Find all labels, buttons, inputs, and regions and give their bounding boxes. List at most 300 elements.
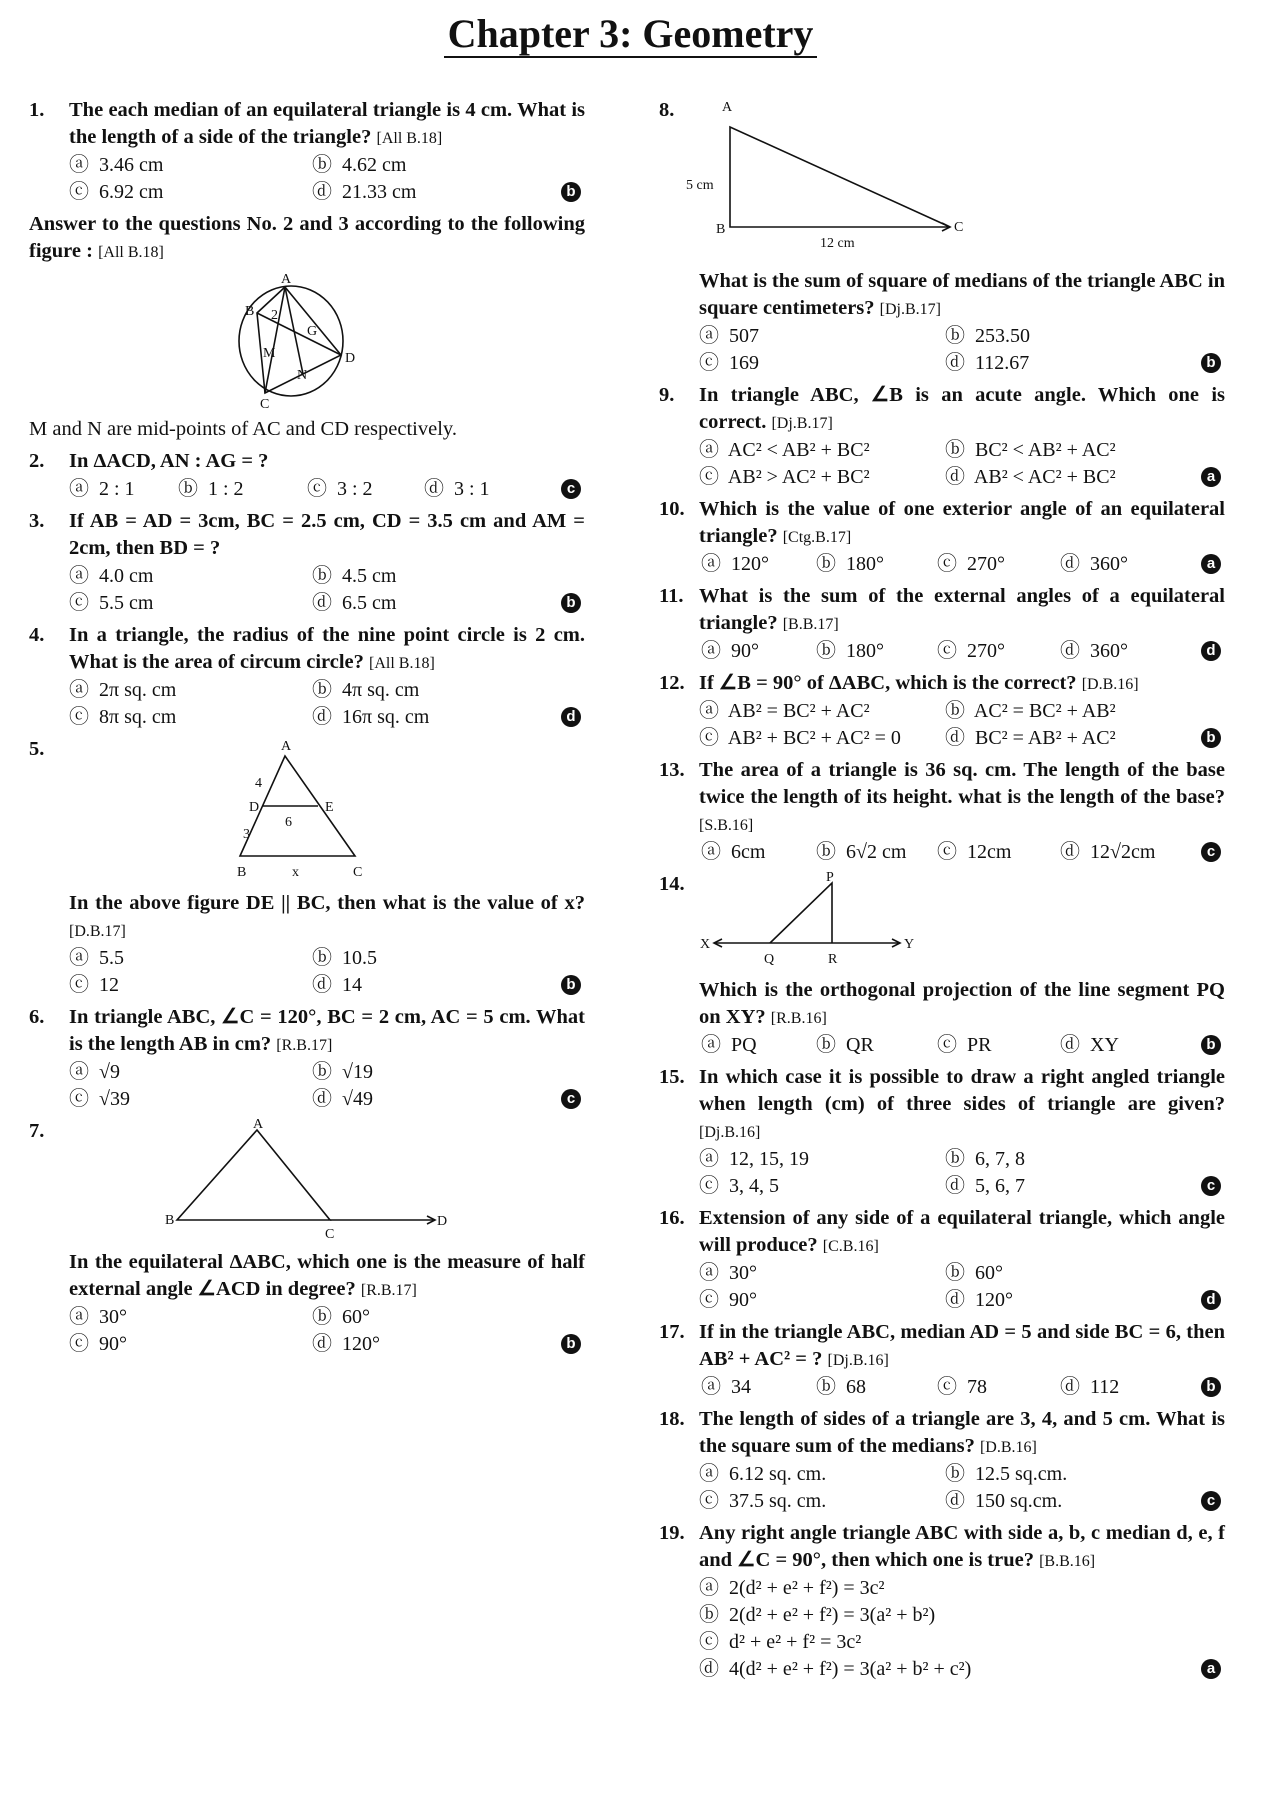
option-text: 30° <box>99 1306 127 1328</box>
option-c[interactable] <box>69 1086 130 1113</box>
option-text: d² + e² + f² = 3c² <box>729 1631 862 1653</box>
option-d[interactable] <box>1060 1374 1119 1401</box>
option-letter-icon: ⓑ <box>945 1262 965 1284</box>
option-letter-icon: ⓑ <box>816 1376 836 1398</box>
question-ref: [Dj.B.16] <box>699 1124 761 1141</box>
answer-badge: b <box>561 182 581 202</box>
option-text: 12cm <box>967 841 1012 863</box>
option-text: 14 <box>342 974 362 996</box>
option-letter-icon: ⓓ <box>699 1658 719 1680</box>
option-letter-icon: ⓓ <box>312 706 332 728</box>
question-number: 1. <box>29 99 45 121</box>
option-d[interactable] <box>312 1331 380 1358</box>
option-letter-icon: ⓓ <box>1060 1034 1080 1056</box>
option-letter-icon: ⓓ <box>1060 553 1080 575</box>
option-text: 4.62 cm <box>342 154 407 176</box>
option-text: √39 <box>99 1088 130 1110</box>
option-letter-icon: ⓑ <box>312 565 332 587</box>
option-text: 120° <box>731 553 769 575</box>
option-b[interactable] <box>699 1602 935 1629</box>
figure-label: B <box>245 304 255 319</box>
option-letter-icon: ⓓ <box>1060 841 1080 863</box>
option-text: 2 : 1 <box>99 478 135 500</box>
question-number: 13. <box>659 759 685 781</box>
question-number: 4. <box>29 624 45 646</box>
question-ref: [All B.18] <box>369 655 435 672</box>
option-a[interactable] <box>699 323 759 350</box>
option-d[interactable] <box>945 1488 1062 1515</box>
answer-badge: a <box>1201 467 1221 487</box>
question-ref: [D.B.17] <box>69 923 126 940</box>
figure-label: 5 cm <box>686 178 714 193</box>
option-a[interactable] <box>701 551 769 578</box>
option-text: 112.67 <box>975 352 1030 374</box>
option-text: AB² > AC² + BC² <box>727 466 870 488</box>
option-letter-icon: ⓓ <box>945 1175 965 1197</box>
option-letter-icon: ⓑ <box>312 154 332 176</box>
option-c[interactable] <box>937 638 1005 665</box>
figure-q14-projection <box>700 871 940 971</box>
option-d[interactable] <box>945 350 1029 377</box>
figure-label: A <box>281 739 292 754</box>
question-text: In triangle ABC, ∠B is an acute angle. Which one is correct. <box>699 384 1225 433</box>
figure-label: C <box>325 1227 335 1242</box>
figure-label: A <box>722 100 733 115</box>
option-text: 6, 7, 8 <box>975 1148 1025 1170</box>
option-letter-icon: ⓐ <box>701 841 721 863</box>
option-b[interactable] <box>945 698 1116 725</box>
option-text: 3 : 2 <box>337 478 373 500</box>
figure-q5-triangle <box>225 736 405 884</box>
option-d[interactable] <box>1060 1032 1119 1059</box>
question-text: In which case it is possible to draw a right angled triangle when length (cm) of three sides of triangle are given? <box>699 1066 1225 1115</box>
option-d[interactable] <box>1060 638 1128 665</box>
figure-label: C <box>954 220 964 235</box>
question-17 <box>659 1319 1225 1401</box>
option-text: 270° <box>967 553 1005 575</box>
option-b[interactable] <box>816 551 884 578</box>
option-text: 5.5 cm <box>99 592 154 614</box>
option-a[interactable] <box>69 677 176 704</box>
option-letter-icon: ⓐ <box>701 553 721 575</box>
option-letter-icon: ⓑ <box>945 1463 965 1485</box>
figure-circle-quadrilateral <box>229 272 379 410</box>
triangle-abc <box>177 1130 330 1220</box>
question-text: Extension of any side of a equilateral triangle, which angle will produce? <box>699 1207 1225 1256</box>
option-text: 253.50 <box>975 325 1030 347</box>
option-text: 112 <box>1090 1376 1120 1398</box>
figure-label: 4 <box>255 776 262 791</box>
option-text: 3 : 1 <box>454 478 490 500</box>
question-text: What is the sum of the external angles of a equilateral triangle? <box>699 585 1225 634</box>
option-a[interactable] <box>69 945 124 972</box>
option-a[interactable] <box>69 563 153 590</box>
question-ref: [C.B.16] <box>822 1238 879 1255</box>
figure-q5-wrap <box>29 736 585 884</box>
question-ref: [R.B.17] <box>276 1037 333 1054</box>
question-text: If in the triangle ABC, median AD = 5 and side BC = 6, then AB² + AC² = ? <box>699 1321 1225 1370</box>
option-text: 507 <box>729 325 759 347</box>
option-text: 5, 6, 7 <box>975 1175 1025 1197</box>
option-letter-icon: ⓓ <box>945 1490 965 1512</box>
left-column <box>29 97 585 1363</box>
option-c[interactable] <box>937 839 1011 866</box>
option-text: 21.33 cm <box>342 181 417 203</box>
option-a[interactable] <box>699 1575 885 1602</box>
option-letter-icon: ⓓ <box>312 592 332 614</box>
question-number: 9. <box>659 384 675 406</box>
option-letter-icon: ⓒ <box>699 466 719 488</box>
option-text: 90° <box>729 1289 757 1311</box>
option-c[interactable] <box>699 350 759 377</box>
option-text: 120° <box>342 1333 380 1355</box>
option-d[interactable] <box>945 1173 1025 1200</box>
option-a[interactable] <box>69 1059 120 1086</box>
option-b[interactable] <box>816 1032 874 1059</box>
option-text: 10.5 <box>342 947 377 969</box>
option-letter-icon: ⓒ <box>937 841 957 863</box>
figure-q8-wrap <box>659 97 1225 262</box>
option-text: 90° <box>731 640 759 662</box>
option-b[interactable] <box>816 1374 866 1401</box>
figure-label: C <box>353 865 363 880</box>
option-text: 6.5 cm <box>342 592 397 614</box>
question-number: 11. <box>659 585 684 607</box>
question-text: What is the sum of square of medians of the triangle ABC in square centimeters? <box>699 270 1225 319</box>
option-text: QR <box>846 1034 874 1056</box>
figure-label: Q <box>764 952 775 967</box>
answer-badge: c <box>1201 1176 1221 1196</box>
option-letter-icon: ⓐ <box>699 1148 719 1170</box>
option-letter-icon: ⓑ <box>945 700 965 722</box>
option-d[interactable] <box>1060 839 1155 866</box>
title-text: Chapter 3: Geometry <box>444 11 818 58</box>
option-letter-icon: ⓑ <box>312 679 332 701</box>
question-text: The length of sides of a triangle are 3, 4, and 5 cm. What is the square sum of the medians? <box>699 1408 1225 1457</box>
question-text: In ΔACD, AN : AG = ? <box>69 450 269 472</box>
option-letter-icon: ⓒ <box>937 1034 957 1056</box>
option-d[interactable] <box>945 725 1116 752</box>
question-text: Which is the value of one exterior angle of an equilateral triangle? <box>699 498 1225 547</box>
figure-label: A <box>253 1118 264 1132</box>
figure-circle-wrap <box>29 272 585 410</box>
question-ref: [S.B.16] <box>699 817 754 834</box>
option-d[interactable] <box>312 1086 373 1113</box>
question-ref: [B.B.17] <box>782 616 839 633</box>
option-text: 1 : 2 <box>208 478 244 500</box>
option-b[interactable] <box>945 1146 1025 1173</box>
option-letter-icon: ⓓ <box>945 352 965 374</box>
figure-label: 3 <box>243 827 250 842</box>
question-ref: [B.B.16] <box>1039 1553 1096 1570</box>
option-letter-icon: ⓒ <box>937 1376 957 1398</box>
option-a[interactable] <box>699 698 870 725</box>
question-number: 19. <box>659 1522 685 1544</box>
option-letter-icon: ⓒ <box>69 706 89 728</box>
question-ref: [R.B.17] <box>360 1282 417 1299</box>
question-text: Which is the orthogonal projection of the line segment PQ on XY? <box>699 979 1225 1028</box>
option-text: AB² = BC² + AC² <box>727 700 870 722</box>
figure-label: R <box>828 952 838 967</box>
option-text: 6.92 cm <box>99 181 164 203</box>
option-letter-icon: ⓑ <box>816 841 836 863</box>
question-6 <box>29 1004 585 1113</box>
option-c[interactable] <box>699 464 870 491</box>
option-a[interactable] <box>701 1032 757 1059</box>
option-d[interactable] <box>312 704 429 731</box>
answer-badge: a <box>1201 1659 1221 1679</box>
question-ref: [All B.18] <box>376 130 443 147</box>
question-7 <box>29 1249 585 1358</box>
option-letter-icon: ⓑ <box>945 1148 965 1170</box>
figure-label: 12 cm <box>820 236 855 251</box>
option-c[interactable] <box>69 1331 127 1358</box>
figure-label: P <box>826 871 834 885</box>
option-letter-icon: ⓒ <box>69 181 89 203</box>
option-letter-icon: ⓓ <box>312 181 332 203</box>
option-b[interactable] <box>945 1260 1003 1287</box>
question-12 <box>659 670 1225 752</box>
answer-badge: b <box>561 593 581 613</box>
question-text: The each median of an equilateral triangle is 4 cm. What is the length of a side of the triangle? <box>69 99 585 148</box>
option-letter-icon: ⓒ <box>699 352 719 374</box>
question-ref: [D.B.16] <box>979 1439 1037 1456</box>
figure-q14-wrap <box>659 871 1225 971</box>
option-b[interactable] <box>312 945 377 972</box>
answer-badge: d <box>1201 1290 1221 1310</box>
option-c[interactable] <box>937 1374 987 1401</box>
answer-badge: b <box>561 1334 581 1354</box>
option-d[interactable] <box>312 179 416 206</box>
option-a[interactable] <box>69 476 135 503</box>
option-d[interactable] <box>1060 551 1128 578</box>
option-letter-icon: ⓓ <box>1060 1376 1080 1398</box>
option-letter-icon: ⓒ <box>69 1333 89 1355</box>
answer-badge: b <box>1201 728 1221 748</box>
option-text: 68 <box>846 1376 866 1398</box>
question-11 <box>659 583 1225 665</box>
option-b[interactable] <box>312 1304 370 1331</box>
option-letter-icon: ⓓ <box>1060 640 1080 662</box>
option-letter-icon: ⓐ <box>69 1061 89 1083</box>
option-d[interactable] <box>945 464 1116 491</box>
option-text: 30° <box>729 1262 757 1284</box>
option-text: 2(d² + e² + f²) = 3(a² + b²) <box>729 1604 936 1626</box>
figure-label: D <box>345 351 356 366</box>
option-b[interactable] <box>312 563 396 590</box>
figure-label: A <box>281 272 292 287</box>
option-letter-icon: ⓓ <box>945 466 965 488</box>
option-text: 12, 15, 19 <box>729 1148 809 1170</box>
question-4 <box>29 622 585 731</box>
option-letter-icon: ⓒ <box>699 1175 719 1197</box>
option-letter-icon: ⓐ <box>69 1306 89 1328</box>
option-c[interactable] <box>307 476 373 503</box>
option-a[interactable] <box>69 152 163 179</box>
option-letter-icon: ⓑ <box>312 1061 332 1083</box>
question-number: 14. <box>659 873 685 895</box>
figure-q8-right-triangle <box>670 97 990 262</box>
figure-label: B <box>716 222 726 237</box>
figure-label: 2 <box>271 308 278 323</box>
option-c[interactable] <box>69 179 163 206</box>
option-letter-icon: ⓐ <box>69 947 89 969</box>
option-letter-icon: ⓓ <box>312 974 332 996</box>
option-d[interactable] <box>945 1287 1013 1314</box>
option-letter-icon: ⓑ <box>816 553 836 575</box>
intro-text: Answer to the questions No. 2 and 3 according to the following figure : <box>29 213 585 262</box>
question-number: 17. <box>659 1321 685 1343</box>
answer-badge: b <box>1201 353 1221 373</box>
option-letter-icon: ⓑ <box>312 947 332 969</box>
answer-badge: b <box>1201 1035 1221 1055</box>
option-text: 169 <box>729 352 759 374</box>
question-text: In the equilateral ΔABC, which one is the measure of half external angle ∠ACD in degree? <box>69 1251 585 1300</box>
option-letter-icon: ⓒ <box>307 478 327 500</box>
option-b[interactable] <box>945 1461 1067 1488</box>
answer-badge: c <box>1201 842 1221 862</box>
option-text: 90° <box>99 1333 127 1355</box>
question-text: In the above figure DE || BC, then what is the value of x? <box>69 892 585 914</box>
option-c[interactable] <box>937 1032 991 1059</box>
option-a[interactable] <box>701 839 765 866</box>
option-text: √9 <box>99 1061 120 1083</box>
option-text: 6√2 cm <box>846 841 907 863</box>
option-letter-icon: ⓒ <box>699 1289 719 1311</box>
option-text: 16π sq. cm <box>342 706 430 728</box>
option-d[interactable] <box>424 476 490 503</box>
answer-badge: d <box>561 707 581 727</box>
option-letter-icon: ⓑ <box>816 640 836 662</box>
option-a[interactable] <box>699 1461 826 1488</box>
option-d[interactable] <box>312 972 362 999</box>
option-b[interactable] <box>312 677 419 704</box>
option-letter-icon: ⓑ <box>945 439 965 461</box>
option-b[interactable] <box>178 476 244 503</box>
option-text: 4.0 cm <box>99 565 154 587</box>
option-c[interactable] <box>69 704 176 731</box>
figure-label: N <box>297 368 308 383</box>
option-c[interactable] <box>699 725 901 752</box>
question-number: 6. <box>29 1006 45 1028</box>
median-an <box>285 287 303 374</box>
option-text: 270° <box>967 640 1005 662</box>
option-letter-icon: ⓑ <box>945 325 965 347</box>
intro-q2-3 <box>29 211 585 266</box>
option-text: 2(d² + e² + f²) = 3c² <box>729 1577 885 1599</box>
option-text: 6cm <box>731 841 766 863</box>
option-c[interactable] <box>699 1629 861 1656</box>
option-text: 3.46 cm <box>99 154 164 176</box>
option-a[interactable] <box>699 437 870 464</box>
answer-badge: c <box>561 1089 581 1109</box>
option-letter-icon: ⓓ <box>945 1289 965 1311</box>
option-b[interactable] <box>312 152 406 179</box>
figure-label: 6 <box>285 815 292 830</box>
option-text: 8π sq. cm <box>99 706 177 728</box>
question-ref: [Dj.B.17] <box>771 415 833 432</box>
option-letter-icon: ⓐ <box>69 154 89 176</box>
option-text: AC² < AB² + BC² <box>727 439 870 461</box>
option-a[interactable] <box>701 1374 751 1401</box>
question-text: In triangle ABC, ∠C = 120°, BC = 2 cm, AC = 5 cm. What is the length AB in cm? <box>69 1006 585 1055</box>
question-14 <box>659 977 1225 1059</box>
option-letter-icon: ⓐ <box>69 679 89 701</box>
option-text: 3, 4, 5 <box>729 1175 779 1197</box>
option-c[interactable] <box>69 972 119 999</box>
option-letter-icon: ⓒ <box>937 640 957 662</box>
option-letter-icon: ⓐ <box>701 1376 721 1398</box>
figure-label: G <box>307 324 318 339</box>
question-19 <box>659 1520 1225 1683</box>
option-text: PR <box>967 1034 992 1056</box>
answer-badge: a <box>1201 554 1221 574</box>
option-text: XY <box>1090 1034 1119 1056</box>
question-8 <box>659 268 1225 377</box>
figure-label: B <box>165 1213 175 1228</box>
answer-badge: c <box>1201 1491 1221 1511</box>
option-letter-icon: ⓐ <box>699 1577 719 1599</box>
option-b[interactable] <box>945 437 1116 464</box>
option-c[interactable] <box>699 1287 757 1314</box>
answer-badge: c <box>561 479 581 499</box>
option-b[interactable] <box>945 323 1030 350</box>
option-letter-icon: ⓒ <box>699 1490 719 1512</box>
question-ref: [D.B.16] <box>1081 676 1139 693</box>
option-a[interactable] <box>69 1304 127 1331</box>
option-d[interactable] <box>699 1656 971 1683</box>
option-b[interactable] <box>816 638 884 665</box>
option-letter-icon: ⓒ <box>69 974 89 996</box>
option-text: 37.5 sq. cm. <box>729 1490 827 1512</box>
option-letter-icon: ⓐ <box>699 439 719 461</box>
question-text: If ∠B = 90° of ΔABC, which is the correct? <box>699 672 1077 694</box>
question-text: The area of a triangle is 36 sq. cm. The length of the base twice the length of its height. what is the length of the base? <box>699 759 1225 808</box>
question-number: 7. <box>29 1120 45 1142</box>
question-number: 3. <box>29 510 45 532</box>
option-text: 180° <box>846 640 884 662</box>
option-letter-icon: ⓓ <box>424 478 444 500</box>
option-letter-icon: ⓑ <box>816 1034 836 1056</box>
question-5 <box>29 890 585 999</box>
option-c[interactable] <box>699 1173 779 1200</box>
option-letter-icon: ⓐ <box>699 1463 719 1485</box>
figure-label: C <box>260 397 270 410</box>
option-c[interactable] <box>699 1488 826 1515</box>
option-text: AC² = BC² + AB² <box>973 700 1116 722</box>
triangle-abc <box>730 127 950 227</box>
option-b[interactable] <box>312 1059 373 1086</box>
option-a[interactable] <box>699 1260 757 1287</box>
question-1 <box>29 97 585 206</box>
option-letter-icon: ⓒ <box>69 1088 89 1110</box>
option-c[interactable] <box>69 590 153 617</box>
option-letter-icon: ⓓ <box>945 727 965 749</box>
note-q2-3: M and N are mid-points of AC and CD respectively. <box>29 418 457 440</box>
option-letter-icon: ⓑ <box>178 478 198 500</box>
option-b[interactable] <box>816 839 906 866</box>
question-ref: [R.B.16] <box>770 1010 827 1027</box>
option-text: AB² < AC² + BC² <box>973 466 1116 488</box>
option-text: BC² < AB² + AC² <box>975 439 1116 461</box>
figure-q7-wrap <box>29 1118 585 1243</box>
option-d[interactable] <box>312 590 396 617</box>
option-a[interactable] <box>699 1146 809 1173</box>
option-a[interactable] <box>701 638 759 665</box>
option-letter-icon: ⓐ <box>69 565 89 587</box>
option-text: 6.12 sq. cm. <box>729 1463 827 1485</box>
option-c[interactable] <box>937 551 1005 578</box>
